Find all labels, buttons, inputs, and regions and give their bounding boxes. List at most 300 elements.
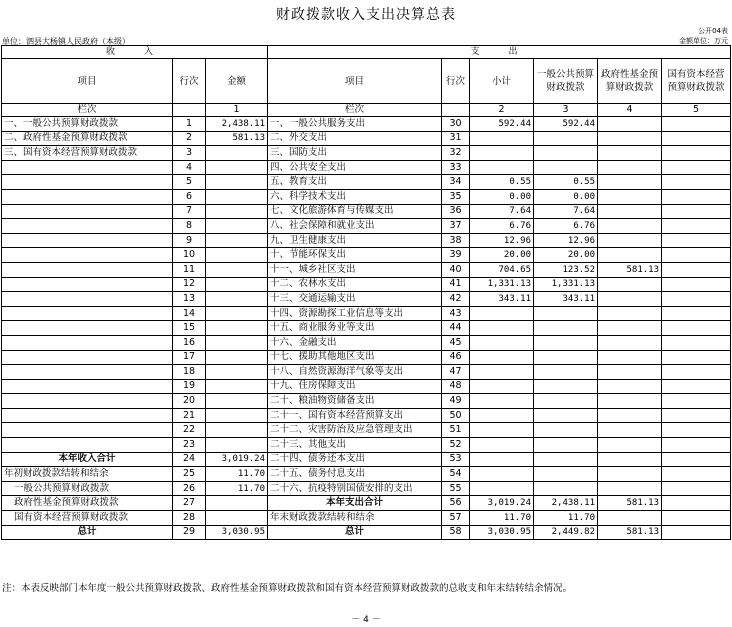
income-item-cell bbox=[2, 160, 173, 175]
general-budget-header: 一般公共预算财政拨款 bbox=[534, 59, 598, 104]
expense-item-cell: 十七、援助其他地区支出 bbox=[268, 350, 442, 365]
table-row bbox=[2, 146, 731, 161]
soe-budget-cell bbox=[662, 408, 731, 423]
expense-line-cell: 30 bbox=[442, 117, 470, 132]
table-row bbox=[2, 496, 731, 511]
table-row bbox=[2, 262, 731, 277]
expense-item-cell: 六、科学技术支出 bbox=[268, 189, 442, 204]
fund-budget-cell bbox=[598, 277, 662, 292]
income-item-cell bbox=[2, 306, 173, 321]
income-amount-cell bbox=[206, 277, 268, 292]
subtotal-cell: 12.96 bbox=[470, 233, 534, 248]
income-amount-cell bbox=[206, 204, 268, 219]
expense-line-cell: 58 bbox=[442, 525, 470, 540]
table-row bbox=[2, 423, 731, 438]
income-line-cell: 16 bbox=[173, 335, 206, 350]
subtotal-cell bbox=[470, 467, 534, 482]
income-line-cell: 20 bbox=[173, 394, 206, 409]
fund-budget-cell bbox=[598, 394, 662, 409]
soe-budget-cell bbox=[662, 452, 731, 467]
income-amount-cell bbox=[206, 379, 268, 394]
soe-budget-cell bbox=[662, 525, 731, 540]
fund-budget-cell bbox=[598, 233, 662, 248]
table-row bbox=[2, 481, 731, 496]
general-budget-cell: 6.76 bbox=[534, 219, 598, 234]
header-row bbox=[2, 59, 731, 104]
soe-budget-cell bbox=[662, 204, 731, 219]
general-budget-cell bbox=[534, 467, 598, 482]
column-label-2: 栏次 bbox=[268, 104, 442, 117]
expense-item-cell: 十八、自然资源海洋气象等支出 bbox=[268, 365, 442, 380]
expense-header: 支 出 bbox=[268, 46, 731, 59]
column-index-3: 3 bbox=[534, 104, 598, 117]
fund-budget-cell bbox=[598, 189, 662, 204]
soe-budget-cell bbox=[662, 467, 731, 482]
table-row bbox=[2, 292, 731, 307]
general-budget-cell bbox=[534, 438, 598, 453]
fund-budget-cell bbox=[598, 146, 662, 161]
fund-budget-cell bbox=[598, 379, 662, 394]
table-row bbox=[2, 350, 731, 365]
subtotal-cell: 343.11 bbox=[470, 292, 534, 307]
expense-item-cell: 二十、粮油物资储备支出 bbox=[268, 394, 442, 409]
income-amount-cell: 11.70 bbox=[206, 481, 268, 496]
income-line-cell: 12 bbox=[173, 277, 206, 292]
subtotal-cell bbox=[470, 394, 534, 409]
income-item-cell bbox=[2, 204, 173, 219]
soe-budget-cell bbox=[662, 335, 731, 350]
expense-item-cell: 十、节能环保支出 bbox=[268, 248, 442, 263]
income-amount-cell bbox=[206, 350, 268, 365]
soe-budget-cell bbox=[662, 146, 731, 161]
expense-line-cell: 42 bbox=[442, 292, 470, 307]
fund-budget-cell: 581.13 bbox=[598, 496, 662, 511]
income-item-cell: 二、政府性基金预算财政拨款 bbox=[2, 131, 173, 146]
fund-budget-cell bbox=[598, 204, 662, 219]
column-index-4: 4 bbox=[598, 104, 662, 117]
soe-budget-cell bbox=[662, 496, 731, 511]
subtotal-cell: 7.64 bbox=[470, 204, 534, 219]
expense-item-cell: 二、外交支出 bbox=[268, 131, 442, 146]
general-budget-cell bbox=[534, 452, 598, 467]
general-budget-cell bbox=[534, 306, 598, 321]
table-row bbox=[2, 248, 731, 263]
income-line-cell: 4 bbox=[173, 160, 206, 175]
general-budget-cell: 0.00 bbox=[534, 189, 598, 204]
income-line-cell: 9 bbox=[173, 233, 206, 248]
general-budget-cell bbox=[534, 379, 598, 394]
income-amount-cell bbox=[206, 292, 268, 307]
income-line-cell: 8 bbox=[173, 219, 206, 234]
income-line-cell: 21 bbox=[173, 408, 206, 423]
fund-budget-cell bbox=[598, 467, 662, 482]
soe-budget-cell bbox=[662, 189, 731, 204]
general-budget-cell: 7.64 bbox=[534, 204, 598, 219]
income-item-cell: 政府性基金预算财政拨款 bbox=[2, 496, 173, 511]
subtotal-cell bbox=[470, 146, 534, 161]
income-item-cell bbox=[2, 277, 173, 292]
soe-budget-header: 国有资本经营预算财政拨款 bbox=[662, 59, 731, 104]
table-row bbox=[2, 131, 731, 146]
fund-budget-cell bbox=[598, 365, 662, 380]
expense-line-cell: 46 bbox=[442, 350, 470, 365]
income-item-cell bbox=[2, 438, 173, 453]
income-line-cell: 7 bbox=[173, 204, 206, 219]
expense-line-cell: 54 bbox=[442, 467, 470, 482]
expense-item-cell: 二十三、其他支出 bbox=[268, 438, 442, 453]
income-amount-cell bbox=[206, 262, 268, 277]
income-item-cell bbox=[2, 189, 173, 204]
soe-budget-cell bbox=[662, 131, 731, 146]
income-amount-cell bbox=[206, 248, 268, 263]
soe-budget-cell bbox=[662, 438, 731, 453]
table-row bbox=[2, 467, 731, 482]
income-amount-cell: 2,438.11 bbox=[206, 117, 268, 132]
soe-budget-cell bbox=[662, 262, 731, 277]
soe-budget-cell bbox=[662, 292, 731, 307]
income-item-cell bbox=[2, 292, 173, 307]
income-amount-cell bbox=[206, 219, 268, 234]
subtotal-cell: 3,030.95 bbox=[470, 525, 534, 540]
income-item-cell bbox=[2, 175, 173, 190]
general-budget-cell: 11.70 bbox=[534, 511, 598, 526]
fund-budget-cell bbox=[598, 292, 662, 307]
expense-line-cell: 49 bbox=[442, 394, 470, 409]
fund-budget-cell bbox=[598, 175, 662, 190]
income-line-cell: 29 bbox=[173, 525, 206, 540]
soe-budget-cell bbox=[662, 350, 731, 365]
table-row bbox=[2, 306, 731, 321]
expense-line-cell: 38 bbox=[442, 233, 470, 248]
column-index-row bbox=[2, 104, 731, 117]
income-header: 收 入 bbox=[2, 46, 268, 59]
general-budget-cell bbox=[534, 350, 598, 365]
subtotal-cell bbox=[470, 335, 534, 350]
table-row bbox=[2, 525, 731, 540]
expense-line-cell: 44 bbox=[442, 321, 470, 336]
table-row bbox=[2, 365, 731, 380]
soe-budget-cell bbox=[662, 233, 731, 248]
fund-budget-cell bbox=[598, 219, 662, 234]
expense-line-cell: 45 bbox=[442, 335, 470, 350]
general-budget-cell bbox=[534, 365, 598, 380]
subtotal-cell: 704.65 bbox=[470, 262, 534, 277]
expense-item-cell: 二十六、抗疫特别国债安排的支出 bbox=[268, 481, 442, 496]
income-amount-cell: 581.13 bbox=[206, 131, 268, 146]
income-item-cell bbox=[2, 394, 173, 409]
income-item-cell bbox=[2, 379, 173, 394]
general-budget-cell: 2,449.82 bbox=[534, 525, 598, 540]
footnote: 注：本表反映部门本年度一般公共预算财政拨款、政府性基金预算财政拨款和国有资本经营预算财政拨款的总收支和年末结转结余情况。 bbox=[2, 583, 573, 594]
income-amount-cell bbox=[206, 423, 268, 438]
table-row bbox=[2, 321, 731, 336]
table-row bbox=[2, 219, 731, 234]
expense-item-cell: 二十一、国有资本经营预算支出 bbox=[268, 408, 442, 423]
income-amount-cell bbox=[206, 233, 268, 248]
income-amount-cell: 3,019.24 bbox=[206, 452, 268, 467]
income-line-cell: 28 bbox=[173, 511, 206, 526]
expense-line-cell: 41 bbox=[442, 277, 470, 292]
table-row bbox=[2, 117, 731, 132]
subtotal-cell: 592.44 bbox=[470, 117, 534, 132]
subtotal-cell: 0.55 bbox=[470, 175, 534, 190]
income-line-header: 行次 bbox=[173, 59, 206, 104]
income-amount-cell bbox=[206, 175, 268, 190]
expense-item-cell: 总计 bbox=[268, 525, 442, 540]
income-item-cell bbox=[2, 262, 173, 277]
income-amount-cell bbox=[206, 335, 268, 350]
expense-item-cell: 十三、交通运输支出 bbox=[268, 292, 442, 307]
expense-item-cell: 十一、城乡社区支出 bbox=[268, 262, 442, 277]
expense-line-cell: 36 bbox=[442, 204, 470, 219]
soe-budget-cell bbox=[662, 423, 731, 438]
expense-line-cell: 43 bbox=[442, 306, 470, 321]
soe-budget-cell bbox=[662, 394, 731, 409]
income-line-cell: 6 bbox=[173, 189, 206, 204]
income-amount-cell: 11.70 bbox=[206, 467, 268, 482]
expense-item-cell: 年末财政拨款结转和结余 bbox=[268, 511, 442, 526]
expense-line-cell: 51 bbox=[442, 423, 470, 438]
income-item-cell: 年初财政拨款结转和结余 bbox=[2, 467, 173, 482]
expense-item-cell: 四、公共安全支出 bbox=[268, 160, 442, 175]
general-budget-cell bbox=[534, 408, 598, 423]
soe-budget-cell bbox=[662, 481, 731, 496]
general-budget-cell: 343.11 bbox=[534, 292, 598, 307]
income-amount-cell bbox=[206, 438, 268, 453]
form-code: 公开04表 bbox=[698, 27, 728, 35]
income-line-cell: 10 bbox=[173, 248, 206, 263]
income-amount-cell bbox=[206, 160, 268, 175]
expense-line-cell: 56 bbox=[442, 496, 470, 511]
general-budget-cell bbox=[534, 131, 598, 146]
fund-budget-cell bbox=[598, 423, 662, 438]
subtotal-cell bbox=[470, 379, 534, 394]
fund-budget-cell bbox=[598, 438, 662, 453]
subtotal-cell bbox=[470, 306, 534, 321]
general-budget-cell: 12.96 bbox=[534, 233, 598, 248]
expense-line-cell: 37 bbox=[442, 219, 470, 234]
income-item-cell: 国有资本经营预算财政拨款 bbox=[2, 511, 173, 526]
expense-item-cell: 二十四、债务还本支出 bbox=[268, 452, 442, 467]
fund-budget-cell bbox=[598, 335, 662, 350]
income-item-cell bbox=[2, 423, 173, 438]
general-budget-cell bbox=[534, 321, 598, 336]
subtotal-cell bbox=[470, 438, 534, 453]
soe-budget-cell bbox=[662, 306, 731, 321]
subtotal-cell: 1,331.13 bbox=[470, 277, 534, 292]
expense-line-cell: 39 bbox=[442, 248, 470, 263]
subtotal-cell: 11.70 bbox=[470, 511, 534, 526]
table-row bbox=[2, 394, 731, 409]
subtotal-header: 小计 bbox=[470, 59, 534, 104]
income-line-cell: 26 bbox=[173, 481, 206, 496]
income-line-cell: 17 bbox=[173, 350, 206, 365]
expense-item-cell: 二十二、灾害防治及应急管理支出 bbox=[268, 423, 442, 438]
general-budget-cell: 592.44 bbox=[534, 117, 598, 132]
expense-line-header: 行次 bbox=[442, 59, 470, 104]
column-index-5: 5 bbox=[662, 104, 731, 117]
expense-item-cell: 十九、住房保障支出 bbox=[268, 379, 442, 394]
income-amount-cell bbox=[206, 408, 268, 423]
subtotal-cell: 0.00 bbox=[470, 189, 534, 204]
expense-line-cell: 40 bbox=[442, 262, 470, 277]
expense-line-cell: 35 bbox=[442, 189, 470, 204]
general-budget-cell bbox=[534, 160, 598, 175]
fund-budget-cell: 581.13 bbox=[598, 262, 662, 277]
income-item-cell bbox=[2, 335, 173, 350]
income-item-cell bbox=[2, 219, 173, 234]
header-group-row bbox=[2, 46, 731, 59]
income-line-cell: 2 bbox=[173, 131, 206, 146]
fund-budget-cell bbox=[598, 452, 662, 467]
income-amount-cell bbox=[206, 321, 268, 336]
soe-budget-cell bbox=[662, 248, 731, 263]
income-line-cell: 3 bbox=[173, 146, 206, 161]
table-row bbox=[2, 379, 731, 394]
expense-line-cell: 34 bbox=[442, 175, 470, 190]
table-row bbox=[2, 189, 731, 204]
soe-budget-cell bbox=[662, 321, 731, 336]
income-item-cell bbox=[2, 248, 173, 263]
expense-item-header: 项目 bbox=[268, 59, 442, 104]
subtotal-cell bbox=[470, 160, 534, 175]
general-budget-cell bbox=[534, 481, 598, 496]
general-budget-cell bbox=[534, 423, 598, 438]
fund-budget-cell bbox=[598, 321, 662, 336]
soe-budget-cell bbox=[662, 175, 731, 190]
table-row bbox=[2, 408, 731, 423]
table-row bbox=[2, 277, 731, 292]
expense-line-cell: 47 bbox=[442, 365, 470, 380]
general-budget-cell bbox=[534, 146, 598, 161]
subtotal-cell: 20.00 bbox=[470, 248, 534, 263]
fund-budget-cell bbox=[598, 117, 662, 132]
column-label: 栏次 bbox=[2, 104, 173, 117]
income-amount-cell bbox=[206, 511, 268, 526]
soe-budget-cell bbox=[662, 219, 731, 234]
page-number: － 4 － bbox=[351, 615, 381, 625]
soe-budget-cell bbox=[662, 511, 731, 526]
table-row bbox=[2, 233, 731, 248]
expense-item-cell: 一、一般公共服务支出 bbox=[268, 117, 442, 132]
income-item-cell bbox=[2, 350, 173, 365]
expense-line-cell: 31 bbox=[442, 131, 470, 146]
expense-item-cell: 本年支出合计 bbox=[268, 496, 442, 511]
general-budget-cell bbox=[534, 335, 598, 350]
expense-item-cell: 九、卫生健康支出 bbox=[268, 233, 442, 248]
soe-budget-cell bbox=[662, 160, 731, 175]
income-line-cell: 15 bbox=[173, 321, 206, 336]
subtotal-cell bbox=[470, 423, 534, 438]
expense-item-cell: 十四、资源勘探工业信息等支出 bbox=[268, 306, 442, 321]
table-row bbox=[2, 175, 731, 190]
subtotal-cell bbox=[470, 481, 534, 496]
income-line-cell: 14 bbox=[173, 306, 206, 321]
subtotal-cell: 6.76 bbox=[470, 219, 534, 234]
subtotal-cell bbox=[470, 408, 534, 423]
income-item-cell bbox=[2, 233, 173, 248]
expense-item-cell: 十六、金融支出 bbox=[268, 335, 442, 350]
money-unit-label: 金额单位：万元 bbox=[679, 37, 728, 45]
expense-line-cell: 32 bbox=[442, 146, 470, 161]
income-item-cell: 三、国有资本经营预算财政拨款 bbox=[2, 146, 173, 161]
soe-budget-cell bbox=[662, 379, 731, 394]
income-amount-cell bbox=[206, 394, 268, 409]
income-line-cell: 23 bbox=[173, 438, 206, 453]
income-item-cell bbox=[2, 365, 173, 380]
expense-item-cell: 五、教育支出 bbox=[268, 175, 442, 190]
income-line-cell: 27 bbox=[173, 496, 206, 511]
income-item-cell bbox=[2, 321, 173, 336]
general-budget-cell bbox=[534, 394, 598, 409]
general-budget-cell: 1,331.13 bbox=[534, 277, 598, 292]
income-item-cell: 本年收入合计 bbox=[2, 452, 173, 467]
income-amount-cell: 3,030.95 bbox=[206, 525, 268, 540]
subtotal-cell bbox=[470, 452, 534, 467]
soe-budget-cell bbox=[662, 277, 731, 292]
income-line-cell: 19 bbox=[173, 379, 206, 394]
income-line-cell: 5 bbox=[173, 175, 206, 190]
expense-line-cell: 53 bbox=[442, 452, 470, 467]
general-budget-cell: 2,438.11 bbox=[534, 496, 598, 511]
unit-label: 单位：泗县大杨镇人民政府（本级） bbox=[2, 37, 130, 46]
fund-budget-cell bbox=[598, 306, 662, 321]
income-amount-cell bbox=[206, 365, 268, 380]
fund-budget-cell bbox=[598, 408, 662, 423]
summary-table bbox=[1, 45, 731, 540]
general-budget-cell: 20.00 bbox=[534, 248, 598, 263]
income-amount-cell bbox=[206, 146, 268, 161]
subtotal-cell bbox=[470, 365, 534, 380]
income-item-cell: 一、一般公共预算财政拨款 bbox=[2, 117, 173, 132]
table-row bbox=[2, 452, 731, 467]
table-row bbox=[2, 438, 731, 453]
income-line-cell: 22 bbox=[173, 423, 206, 438]
income-line-cell: 13 bbox=[173, 292, 206, 307]
income-item-cell: 总计 bbox=[2, 525, 173, 540]
income-item-cell: 一般公共预算财政拨款 bbox=[2, 481, 173, 496]
fund-budget-cell bbox=[598, 248, 662, 263]
expense-line-cell: 33 bbox=[442, 160, 470, 175]
income-amount-header: 金额 bbox=[206, 59, 268, 104]
expense-item-cell: 十二、农林水支出 bbox=[268, 277, 442, 292]
table-row bbox=[2, 160, 731, 175]
income-item-cell bbox=[2, 408, 173, 423]
expense-line-cell: 57 bbox=[442, 511, 470, 526]
expense-item-cell: 八、社会保障和就业支出 bbox=[268, 219, 442, 234]
expense-line-cell: 55 bbox=[442, 481, 470, 496]
expense-item-cell: 七、文化旅游体育与传媒支出 bbox=[268, 204, 442, 219]
expense-item-cell: 二十五、债务付息支出 bbox=[268, 467, 442, 482]
soe-budget-cell bbox=[662, 365, 731, 380]
column-index-2: 2 bbox=[470, 104, 534, 117]
table-row bbox=[2, 511, 731, 526]
expense-item-cell: 三、国防支出 bbox=[268, 146, 442, 161]
general-budget-cell: 0.55 bbox=[534, 175, 598, 190]
income-line-cell: 24 bbox=[173, 452, 206, 467]
fund-budget-cell: 581.13 bbox=[598, 525, 662, 540]
soe-budget-cell bbox=[662, 117, 731, 132]
fund-budget-cell bbox=[598, 481, 662, 496]
subtotal-cell bbox=[470, 321, 534, 336]
fund-budget-cell bbox=[598, 160, 662, 175]
subtotal-cell bbox=[470, 131, 534, 146]
fund-budget-cell bbox=[598, 350, 662, 365]
income-line-cell: 25 bbox=[173, 467, 206, 482]
table-row bbox=[2, 204, 731, 219]
expense-line-cell: 52 bbox=[442, 438, 470, 453]
subtotal-cell: 3,019.24 bbox=[470, 496, 534, 511]
